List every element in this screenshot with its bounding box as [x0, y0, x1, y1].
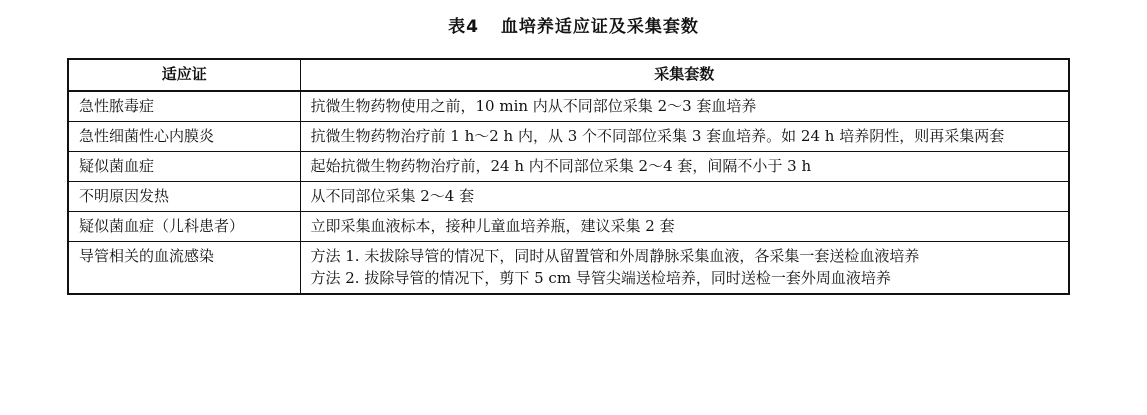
table-header-row [68, 59, 1069, 91]
sets-cell [300, 182, 1069, 212]
table-row [68, 122, 1069, 152]
indication-table [67, 58, 1070, 295]
table-row [68, 152, 1069, 182]
sets-line: 立即采集血液标本，接种儿童血培养瓶，建议采集 2 套 [310, 217, 675, 235]
sets-line: 抗微生物药物治疗前 1 h～2 h 内，从 3 个不同部位采集 3 套血培养。如 24 h 培养阴性，则再采集两套 [310, 127, 1005, 145]
indication-cell: 急性脓毒症 [68, 91, 300, 122]
sets-cell [300, 122, 1069, 152]
table-number: 表4 [448, 17, 479, 37]
indication-cell: 不明原因发热 [68, 182, 300, 212]
indication-cell: 导管相关的血流感染 [68, 242, 300, 295]
table-row [68, 182, 1069, 212]
sets-line: 从不同部位采集 2～4 套 [310, 187, 475, 205]
sets-cell [300, 212, 1069, 242]
table-title: 血培养适应证及采集套数 [500, 17, 699, 37]
indication-cell: 急性细菌性心内膜炎 [68, 122, 300, 152]
sets-line: 起始抗微生物药物治疗前，24 h 内不同部位采集 2～4 套，间隔不小于 3 h [310, 157, 812, 175]
column-header-sets: 采集套数 [300, 59, 1069, 91]
sets-line-method-1: 方法 1. 未拔除导管的情况下，同时从留置管和外周静脉采集血液，各采集一套送检血液培养 [310, 247, 920, 265]
sets-line: 抗微生物药物使用之前，10 min 内从不同部位采集 2～3 套血培养 [310, 97, 757, 115]
table-row [68, 242, 1069, 295]
table-row [68, 212, 1069, 242]
sets-cell [300, 152, 1069, 182]
indication-cell: 疑似菌血症（儿科患者） [68, 212, 300, 242]
sets-cell [300, 242, 1069, 295]
sets-line-method-2: 方法 2. 拔除导管的情况下，剪下 5 cm 导管尖端送检培养，同时送检一套外周血液培养 [310, 269, 891, 287]
table-caption [0, 12, 1147, 37]
table-row [68, 91, 1069, 122]
sets-cell [300, 91, 1069, 122]
column-header-indication: 适应证 [68, 59, 300, 91]
indication-cell: 疑似菌血症 [68, 152, 300, 182]
